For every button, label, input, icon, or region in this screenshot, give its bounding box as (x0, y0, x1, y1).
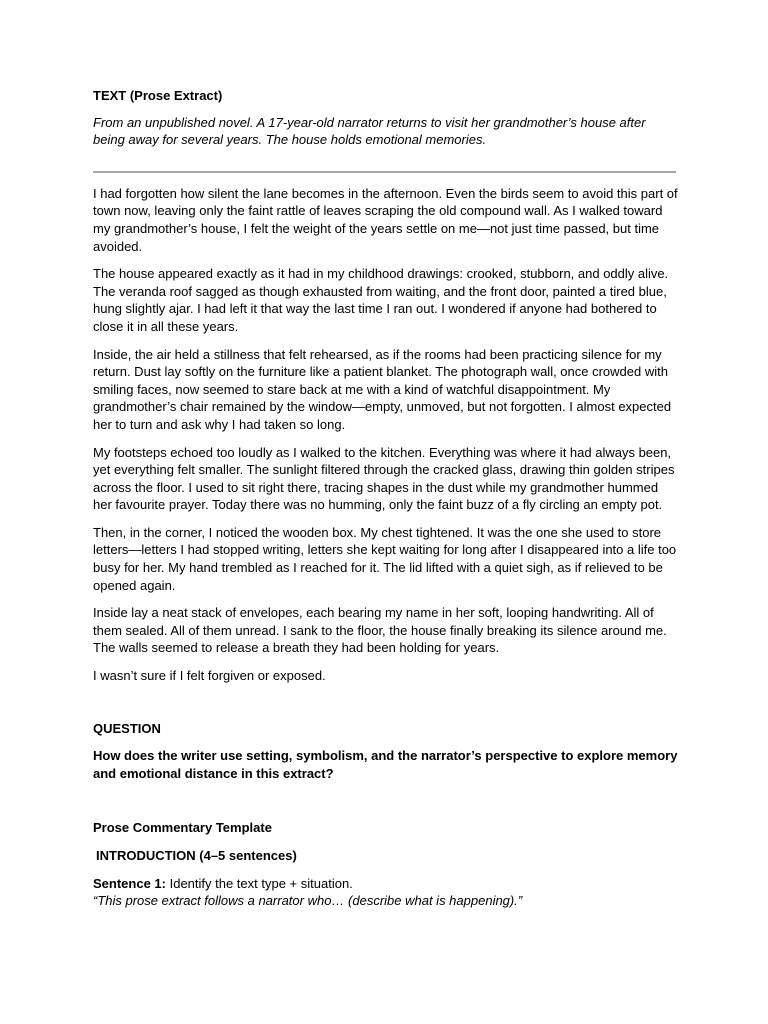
paragraph-3: Inside, the air held a stillness that felt rehearsed, as if the rooms had been practicing silence for my return. Dust lay softly on the furniture like a patient blanket. The photograph wall, once crowded with smiling faces, now seemed to stare back at me with a kind of watchful disappointment. My grandmother’s chair remained by the window—empty, unmoved, but not forgotten. I almost expected her to turn and ask why I had taken so long. (93, 346, 672, 432)
question-text: How does the writer use setting, symbolism, and the narrator’s perspective to explore memory and emotional distance in this extract? (93, 748, 678, 781)
sentence-1-text: Identify the text type + situation. (165, 875, 353, 891)
paragraph-1: I had forgotten how silent the lane becomes in the afternoon. Even the birds seem to avoid this part of town now, leaving only the faint rattle of leaves scraping the old compound wall. As I walked toward my grandmother’s house, I felt the weight of the years settle on me—not just time passed, but time avoided. (93, 185, 678, 254)
prose-extract (93, 185, 678, 685)
horizontal-divider (93, 171, 676, 173)
introduction-heading: INTRODUCTION (4–5 sentences) (96, 848, 297, 863)
template-title: Prose Commentary Template (93, 820, 272, 836)
paragraph-7: I wasn’t sure if I felt forgiven or exposed. (93, 668, 326, 684)
paragraph-6: Inside lay a neat stack of envelopes, each bearing my name in her soft, looping handwriting. All of them sealed. All of them unread. I sank to the floor, the house finally breaking its silence around me. The walls seemed to release a breath they had been holding for years. (93, 605, 667, 656)
question-heading: QUESTION (93, 720, 161, 736)
sentence-1-example: “This prose extract follows a narrator who… (describe what is happening).” (93, 893, 523, 909)
document-page (93, 87, 678, 910)
paragraph-5: Then, in the corner, I noticed the wooden box. My chest tightened. It was the one she used to store letters—letters I had stopped writing, letters she kept waiting for long after I disappeared into a life too busy for her. My hand trembled as I reached for it. The lid lifted with a quiet sigh, as if relieved to be opened again. (93, 524, 677, 593)
sentence-1-instruction (93, 875, 678, 893)
extract-intro: From an unpublished novel. A 17-year-old narrator returns to visit her grandmother’s house after being away for several years. The house holds emotional memories. (93, 114, 646, 148)
paragraph-4: My footsteps echoed too loudly as I walked to the kitchen. Everything was where it had always been, yet everything felt smaller. The sunlight filtered through the cracked glass, drawing thin golden stripes across the floor. I used to sit right there, tracing shapes in the dust while my grandmother hummed her favourite prayer. Today there was no humming, only the faint buzz of a fly circling an empty pot. (93, 444, 675, 513)
sentence-1-label: Sentence 1: (93, 875, 166, 891)
paragraph-2: The house appeared exactly as it had in my childhood drawings: crooked, stubborn, and oddly alive. The veranda roof sagged as though exhausted from waiting, and the front door, painted a tired blue, hung slightly ajar. I had left it that way the last time I ran out. I wondered if anyone had bothered to close it in all these years. (93, 266, 669, 334)
text-heading: TEXT (Prose Extract) (93, 88, 223, 103)
